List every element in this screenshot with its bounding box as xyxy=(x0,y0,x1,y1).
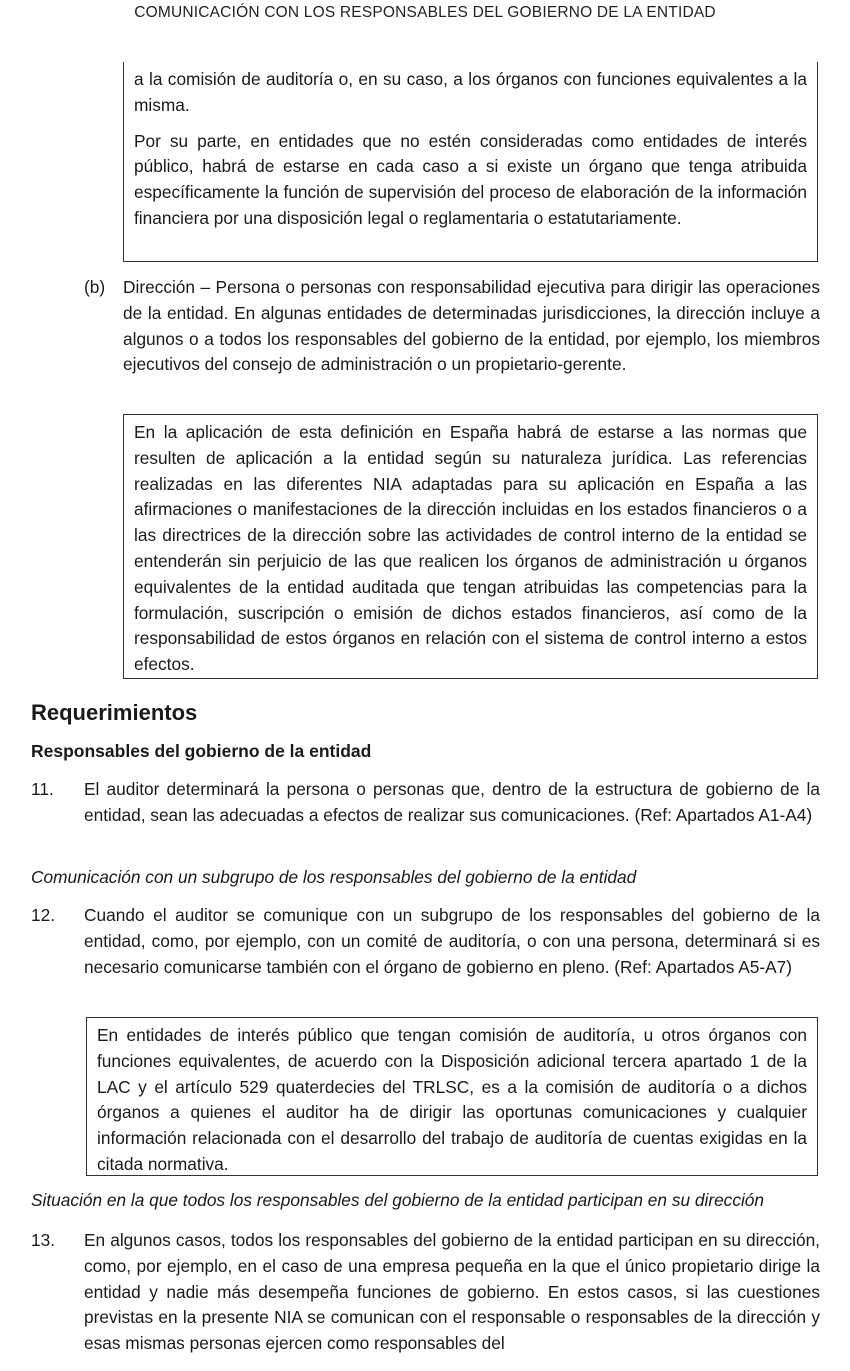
note-box-b xyxy=(123,414,818,679)
paragraph-11 xyxy=(31,777,820,857)
paragraph-11-number: 11. xyxy=(31,779,54,799)
definition-b-text: Dirección – Persona o personas con responsabilidad ejecutiva para dirigir las operaciones de la entidad. En algunas entidades de determinadas jurisdicciones, la dirección incluye a algunos o a todos los responsables del gobierno de la entidad, por ejemplo, los miembros ejecutivos del consejo de administración o un propietario-gerente. xyxy=(123,277,820,375)
definition-b-label: (b) xyxy=(84,277,106,297)
section-subheading: Responsables del gobierno de la entidad xyxy=(31,741,372,761)
italic-heading-subgroup: Comunicación con un subgrupo de los responsables del gobierno de la entidad xyxy=(31,867,637,887)
note-box-top-p1: a la comisión de auditoría o, en su caso, a los órganos con funciones equivalentes a la misma. xyxy=(134,69,807,115)
italic-heading-all-participate: Situación en la que todos los responsables del gobierno de la entidad participan en su dirección xyxy=(31,1190,765,1210)
definition-b xyxy=(84,275,820,405)
note-box-12-text: En entidades de interés público que tengan comisión de auditoría, u otros órganos con funciones equivalentes, de acuerdo con la Disposición adicional tercera apartado 1 de la LAC y el artículo 529 quaterdecies del TRLSC, es a la comisión de auditoría o a dichos órganos a quienes el auditor ha de dirigir las oportunas comunicaciones y cualquier información relacionada con el desarrollo del trabajo de auditoría de cuentas exigidas en la citada normativa. xyxy=(97,1025,807,1174)
note-box-top xyxy=(123,62,818,262)
paragraph-13-text: En algunos casos, todos los responsables del gobierno de la entidad participan en su dirección, como, por ejemplo, en el caso de una empresa pequeña en la que el único propietario dirige la entidad y nadie más desempeña funciones de gobierno. En estos casos, si las cuestiones previstas en la presente NIA se comunican con el responsable o responsables de la dirección y esas mismas personas ejercen como responsables del xyxy=(84,1230,820,1354)
running-header: COMUNICACIÓN CON LOS RESPONSABLES DEL GOBIERNO DE LA ENTIDAD xyxy=(134,4,716,21)
section-heading: Requerimientos xyxy=(31,700,198,725)
note-box-top-p2: Por su parte, en entidades que no estén consideradas como entidades de interés público, habrá de estarse en cada caso a si existe un órgano que tenga atribuida específicamente la función de supervisión del proceso de elaboración de la información financiera por una disposición legal o reglamentaria o estatutariamente. xyxy=(134,130,807,228)
note-box-12 xyxy=(86,1017,818,1176)
paragraph-12-number: 12. xyxy=(31,905,56,925)
paragraph-12-text: Cuando el auditor se comunique con un subgrupo de los responsables del gobierno de la entidad, como, por ejemplo, con un comité de auditoría, o con una persona, determinará si es necesario comunicarse también con el órgano de gobierno en pleno. (Ref: Apartados A5-A7) xyxy=(84,905,820,977)
paragraph-13 xyxy=(31,1228,820,1371)
paragraph-11-text: El auditor determinará la persona o personas que, dentro de la estructura de gobierno de la entidad, sean las adecuadas a efectos de realizar sus comunicaciones. (Ref: Apartados A1-A4) xyxy=(84,779,820,825)
paragraph-13-number: 13. xyxy=(31,1230,56,1250)
paragraph-12 xyxy=(31,903,820,1007)
note-box-b-text: En la aplicación de esta definición en España habrá de estarse a las normas que resulten de aplicación a la entidad según su naturaleza jurídica. Las referencias realizadas en las diferentes NIA adaptadas para su aplicación en España a las afirmaciones o manifestaciones de la dirección incluidas en los estados financieros o a las directrices de la dirección sobre las actividades de control interno de la entidad se entenderán sin perjuicio de las que realicen los órganos de administración u órganos equivalentes de la entidad auditada que tengan atribuidas las competencias para la formulación, suscripción o emisión de dichos estados financieros, así como de la responsabilidad de estos órganos en relación con el sistema de control interno a estos efectos. xyxy=(134,422,807,675)
